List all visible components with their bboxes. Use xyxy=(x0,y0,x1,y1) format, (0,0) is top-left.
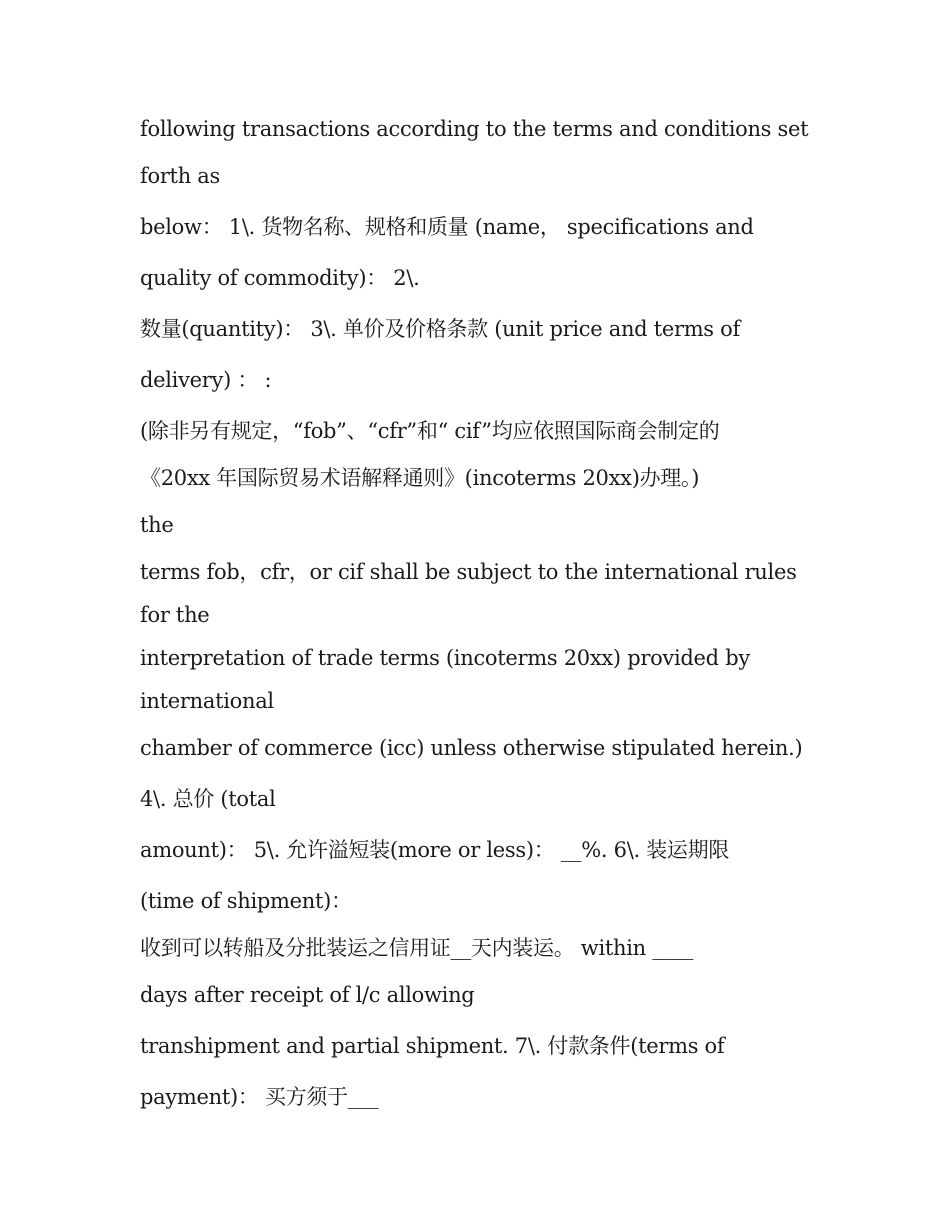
text-line: 收到可以转船及分批装运之信用证__天内装运。 within ____ xyxy=(140,936,694,960)
text-line: amount)： 5\. 允许溢短装(more or less)： __%. 6\. 装运期限 xyxy=(140,838,730,862)
text-line: (time of shipment)： xyxy=(140,889,352,913)
text-line: days after receipt of l/c allowing xyxy=(140,983,475,1007)
text-line: chamber of commerce (icc) unless otherwise stipulated herein.) xyxy=(140,736,803,760)
text-line: for the xyxy=(140,603,210,627)
text-line: interpretation of trade terms (incoterms 20xx) provided by xyxy=(140,646,750,670)
text-line: below： 1\. 货物名称、规格和质量 (name， specifications and xyxy=(140,215,754,239)
text-line: forth as xyxy=(140,164,220,188)
text-line: payment)： 买方须于___ xyxy=(140,1085,379,1109)
text-line: following transactions according to the terms and conditions set xyxy=(140,117,809,141)
text-line: delivery) ： : xyxy=(140,368,272,392)
text-line: 数量(quantity)： 3\. 单价及价格条款 (unit price and terms of xyxy=(140,317,740,341)
text-line: the xyxy=(140,513,174,537)
text-line: (除非另有规定，“fob”、“cfr”和“ cif”均应依照国际商会制定的 xyxy=(140,419,720,443)
text-line: international xyxy=(140,689,274,713)
text-line: 4\. 总价 (total xyxy=(140,787,276,811)
text-line: quality of commodity)： 2\. xyxy=(140,266,420,290)
text-line: terms fob，cfr，or cif shall be subject to the international rules xyxy=(140,560,797,584)
contract-text xyxy=(140,108,810,1123)
text-line: transhipment and partial shipment. 7\. 付款条件(terms of xyxy=(140,1034,725,1058)
text-line: 《20xx 年国际贸易术语解释通则》(incoterms 20xx)办理。) xyxy=(140,466,700,490)
